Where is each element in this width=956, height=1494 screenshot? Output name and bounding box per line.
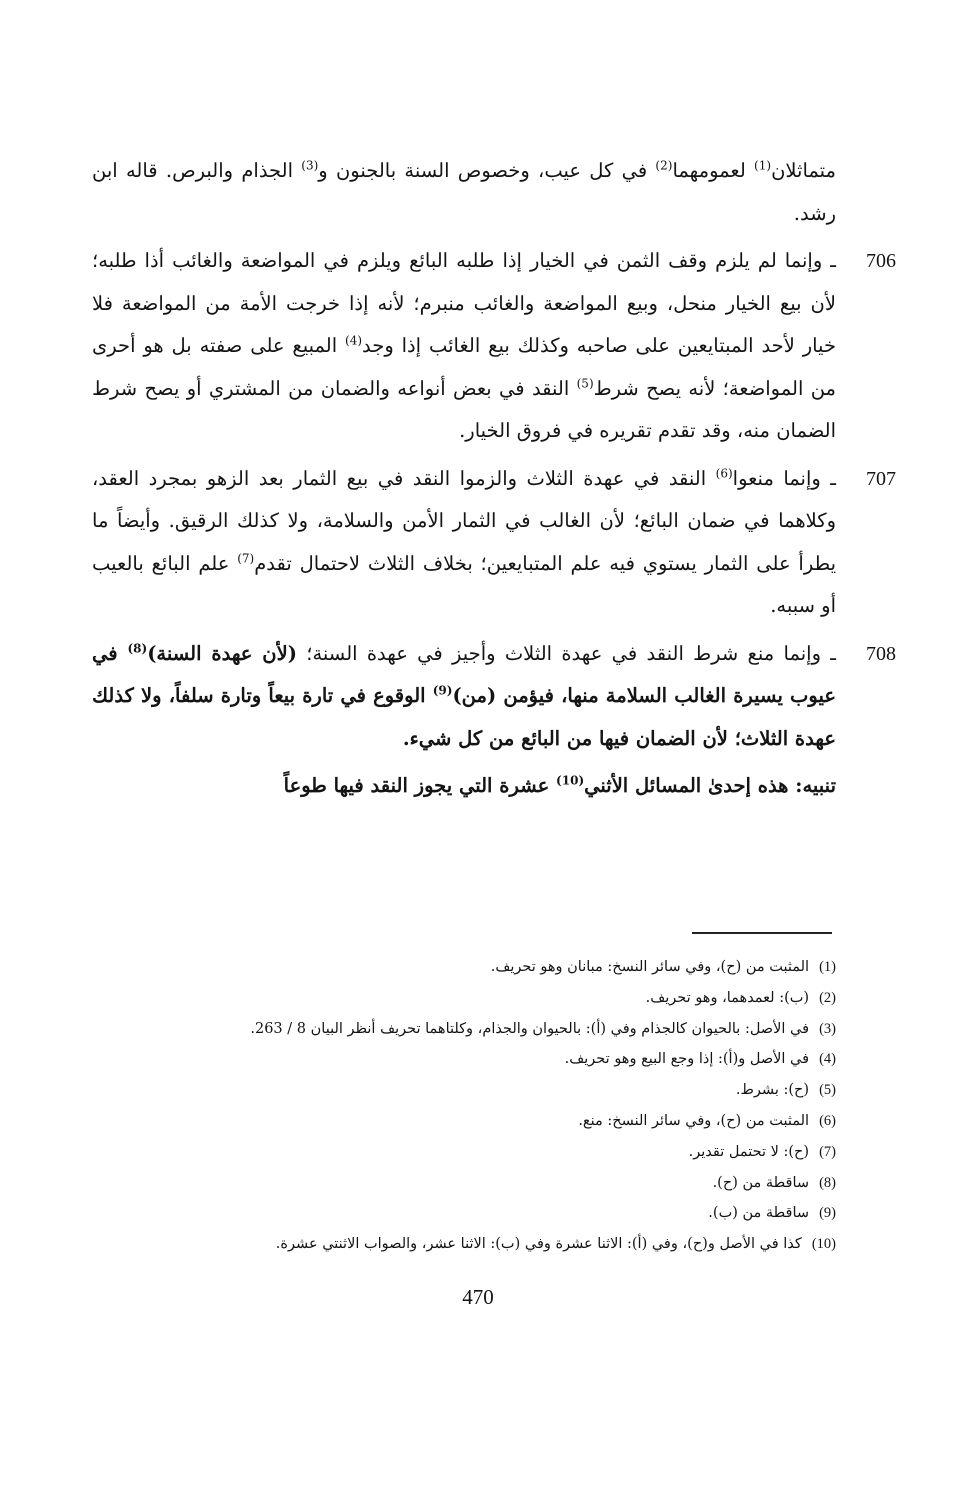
main-text (92, 150, 896, 808)
footnote-text: (ب): لعمدهما، وهو تحريف. (645, 989, 810, 1006)
footnote-item (92, 1014, 836, 1045)
text-run: الجذام والبرص. قاله ابن رشد. (92, 159, 836, 225)
note-label: تنبيه: (795, 774, 836, 797)
footnote-text: ساقطة من (ب). (708, 1205, 810, 1222)
paragraph-continuation (92, 150, 836, 235)
footnote-number: (2) (819, 989, 836, 1006)
footnote-number: (10) (811, 1236, 836, 1253)
footnote-ref[interactable]: (10) (556, 773, 585, 788)
footnote-number: (4) (819, 1051, 836, 1068)
text-run: ـ وإنما منع شرط النقد في عهدة الثلاث وأجيز في عهدة السنة؛ (296, 641, 836, 665)
footnote-number: (7) (819, 1143, 836, 1160)
footnote-ref[interactable]: (1) (754, 158, 772, 173)
text-run: المبيع على صفته بل هو أحرى من المواضعة؛ لأنه يصح شرط (92, 334, 836, 400)
bold-text-run: في عيوب يسيرة الغالب السلامة منها، فيؤمن (من) (92, 641, 836, 707)
footnote-ref[interactable]: (3) (301, 158, 319, 173)
paragraph-number: 706 (866, 250, 896, 272)
page-number: 470 (462, 1285, 494, 1309)
bold-text-run: عشرة التي يجوز النقد فيها طوعاً (283, 774, 557, 797)
footnote-text: (ح): لا تحتمل تقدير. (688, 1143, 810, 1160)
footnote-item (92, 1229, 836, 1260)
footnote-text: ساقطة من (ح). (712, 1174, 810, 1191)
footnote-item (92, 1198, 836, 1229)
text-run: علم البائع بالعيب أو سببه. (92, 551, 836, 617)
footnote-item (92, 1075, 836, 1106)
footnote-number: (3) (819, 1020, 836, 1037)
paragraph-number: 708 (866, 642, 896, 665)
footnote-item (92, 1168, 836, 1199)
bold-text-run: (لأن عهدة السنة) (147, 641, 297, 665)
footnote-item (92, 1044, 836, 1075)
footnote-ref[interactable]: (9) (432, 683, 453, 698)
footnote-text: في الأصل: بالحيوان كالجذام وفي (أ): بالحيوان والجذام، وكلتاهما تحريف أنظر البيان 8 / 263. (250, 1020, 810, 1037)
footnote-text: المثبت من (ح)، وفي سائر النسخ: منع. (578, 1112, 810, 1129)
footnote-ref[interactable]: (8) (127, 641, 148, 655)
footnote-item (92, 952, 836, 983)
text-run: متماثلان (771, 159, 836, 182)
footnote-number: (8) (819, 1174, 836, 1191)
text-run: النقد في عهدة الثلاث والزموا النقد في بيع الثمار بعد الزهو بمجرد العقد، وكلاهما في ضمان البائع؛ لأن الغالب في الثمار الأمن والسلامة، ولا كذلك الرقيق. وأيضاً ما يطرأ على الثمار يستوي فيه علم المتبايعين؛ بخلاف الثلاث لاحتمال تقدم (92, 466, 837, 575)
footnote-number: (1) (819, 959, 836, 975)
footnote-text: في الأصل و(أ): إذا وجع البيع وهو تحريف. (564, 1051, 810, 1068)
bold-text-run: هذه إحدىٰ المسائل الأثني (584, 774, 796, 797)
footnote-separator (692, 932, 832, 934)
bold-text-run: الوقوع في تارة بيعاً وتارة سلفاً، ولا كذلك عهدة الثلاث؛ لأن الضمان فيها من البائع من كل شيء. (92, 684, 836, 750)
footnote-text: كذا في الأصل و(ح)، وفي (أ): الاثنا عشرة وفي (ب): الاثنا عشر، والصواب الاثنتي عشرة. (275, 1236, 802, 1253)
paragraph-708 (92, 633, 896, 761)
footnote-ref[interactable]: (7) (237, 551, 255, 565)
text-run: ـ وإنما منعوا (732, 466, 836, 490)
footnote-item (92, 1137, 836, 1168)
footnote-item (92, 1106, 836, 1137)
footnote-ref[interactable]: (5) (576, 376, 594, 390)
footnote-ref[interactable]: (4) (345, 333, 363, 348)
text-run: ـ وإنما لم يلزم وقف الثمن في الخيار إذا طلبه البائع ويلزم في المواضعة والغائب أذا طلبه؛ لأن بيع الخيار منحل، وبيع المواضعة والغائب منبرم؛ لأنه إذا خرجت الأمة من المواضعة فلا خيار لأحد المبتايعين على صاحبه وكذلك بيع الغائب إذا وجد (92, 249, 836, 357)
footnotes (92, 952, 836, 1260)
footnote-number: (6) (819, 1112, 836, 1129)
text-run: في كل عيب، وخصوص السنة بالجنون و (318, 159, 656, 182)
footnote-ref[interactable]: (6) (715, 466, 733, 480)
footnote-number: (5) (819, 1082, 836, 1099)
text-run: النقد في بعض أنواعه والضمان من المشتري أو يصح شرط الضمان منه، وقد تقدم تقريره في فروق الخيار. (92, 376, 836, 442)
footnote-text: المثبت من (ح)، وفي سائر النسخ: مبانان وهو تحريف. (490, 959, 810, 975)
note-paragraph (92, 765, 836, 808)
text-run: لعمومهما (672, 159, 755, 182)
footnote-number: (9) (819, 1205, 836, 1222)
footnote-item (92, 983, 836, 1014)
footnote-text: (ح): بشرط. (735, 1082, 810, 1099)
paragraph-706 (92, 240, 896, 453)
paragraph-707 (92, 458, 896, 628)
footnote-ref[interactable]: (2) (655, 158, 673, 173)
paragraph-number: 707 (866, 467, 896, 490)
